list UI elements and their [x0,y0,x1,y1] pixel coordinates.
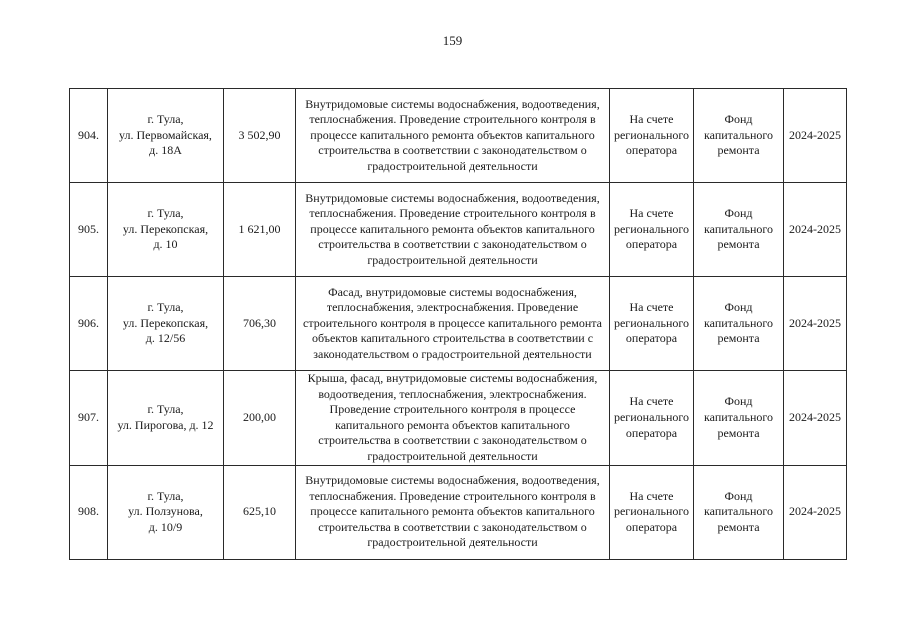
funding-source-cell: Фонд капитального ремонта [694,465,784,559]
address-line: ул. Ползунова, [128,504,203,519]
row-number-cell: 908. [70,465,108,559]
funding-source-cell: Фонд капитального ремонта [694,89,784,183]
funding-source-cell: Фонд капитального ремонта [694,371,784,466]
period-cell: 2024-2025 [784,183,847,277]
address-line: ул. Пирогова, д. 12 [117,417,214,432]
account-cell: На счете регионального оператора [610,277,694,371]
period-cell: 2024-2025 [784,277,847,371]
period-cell: 2024-2025 [784,465,847,559]
table-row [70,371,847,466]
address-line: г. Тула, [147,402,184,417]
area-cell: 3 502,90 [224,89,296,183]
row-number-cell: 904. [70,89,108,183]
area-cell: 625,10 [224,465,296,559]
row-number-cell: 907. [70,371,108,466]
address-line: ул. Перекопская, [122,315,209,330]
account-cell: На счете регионального оператора [610,465,694,559]
address-line: д. 10 [153,237,178,252]
address-line: д. 10/9 [148,519,183,534]
area-cell: 706,30 [224,277,296,371]
period-cell: 2024-2025 [784,89,847,183]
table-row [70,465,847,559]
address-cell [108,371,224,466]
works-description-cell: Внутридомовые системы водоснабжения, водоотведения, теплоснабжения. Проведение строительного контроля в процессе капитального ремонта объектов капитального строительства в соответствии с законодательством о градостроительной деятельности [296,89,610,183]
works-description-cell: Фасад, внутридомовые системы водоснабжения, теплоснабжения, электроснабжения. Проведение строительного контроля в процессе капитального ремонта объектов капитального строительства в соответствии с законодательством о градостроительной деятельности [296,277,610,371]
table-body [70,89,847,560]
area-cell: 200,00 [224,371,296,466]
period-cell: 2024-2025 [784,371,847,466]
area-cell: 1 621,00 [224,183,296,277]
table-row [70,277,847,371]
table-row [70,89,847,183]
row-number-cell: 906. [70,277,108,371]
works-description-cell: Крыша, фасад, внутридомовые системы водоснабжения, водоотведения, теплоснабжения, электроснабжения. Проведение строительного контроля в процессе капитального ремонта объектов капитального строительства в соответствии с законодательством о градостроительной деятельности [296,371,610,466]
address-line: ул. Перекопская, [122,221,209,236]
address-line: г. Тула, [147,112,184,127]
repair-program-table [69,88,847,560]
account-cell: На счете регионального оператора [610,371,694,466]
funding-source-cell: Фонд капитального ремонта [694,183,784,277]
address-line: г. Тула, [147,488,184,503]
table-row [70,183,847,277]
account-cell: На счете регионального оператора [610,183,694,277]
works-description-cell: Внутридомовые системы водоснабжения, водоотведения, теплоснабжения. Проведение строительного контроля в процессе капитального ремонта объектов капитального строительства в соответствии с законодательством о градостроительной деятельности [296,465,610,559]
address-line: д. 12/56 [145,331,186,346]
address-line: г. Тула, [147,206,184,221]
address-line: д. 18А [149,143,182,158]
row-number-cell: 905. [70,183,108,277]
address-cell [108,465,224,559]
address-cell [108,277,224,371]
address-cell [108,89,224,183]
works-description-cell: Внутридомовые системы водоснабжения, водоотведения, теплоснабжения. Проведение строительного контроля в процессе капитального ремонта объектов капитального строительства в соответствии с законодательством о градостроительной деятельности [296,183,610,277]
funding-source-cell: Фонд капитального ремонта [694,277,784,371]
address-line: г. Тула, [147,300,184,315]
address-cell [108,183,224,277]
page-number: 159 [442,33,463,48]
address-line: ул. Первомайская, [119,127,212,142]
account-cell: На счете регионального оператора [610,89,694,183]
